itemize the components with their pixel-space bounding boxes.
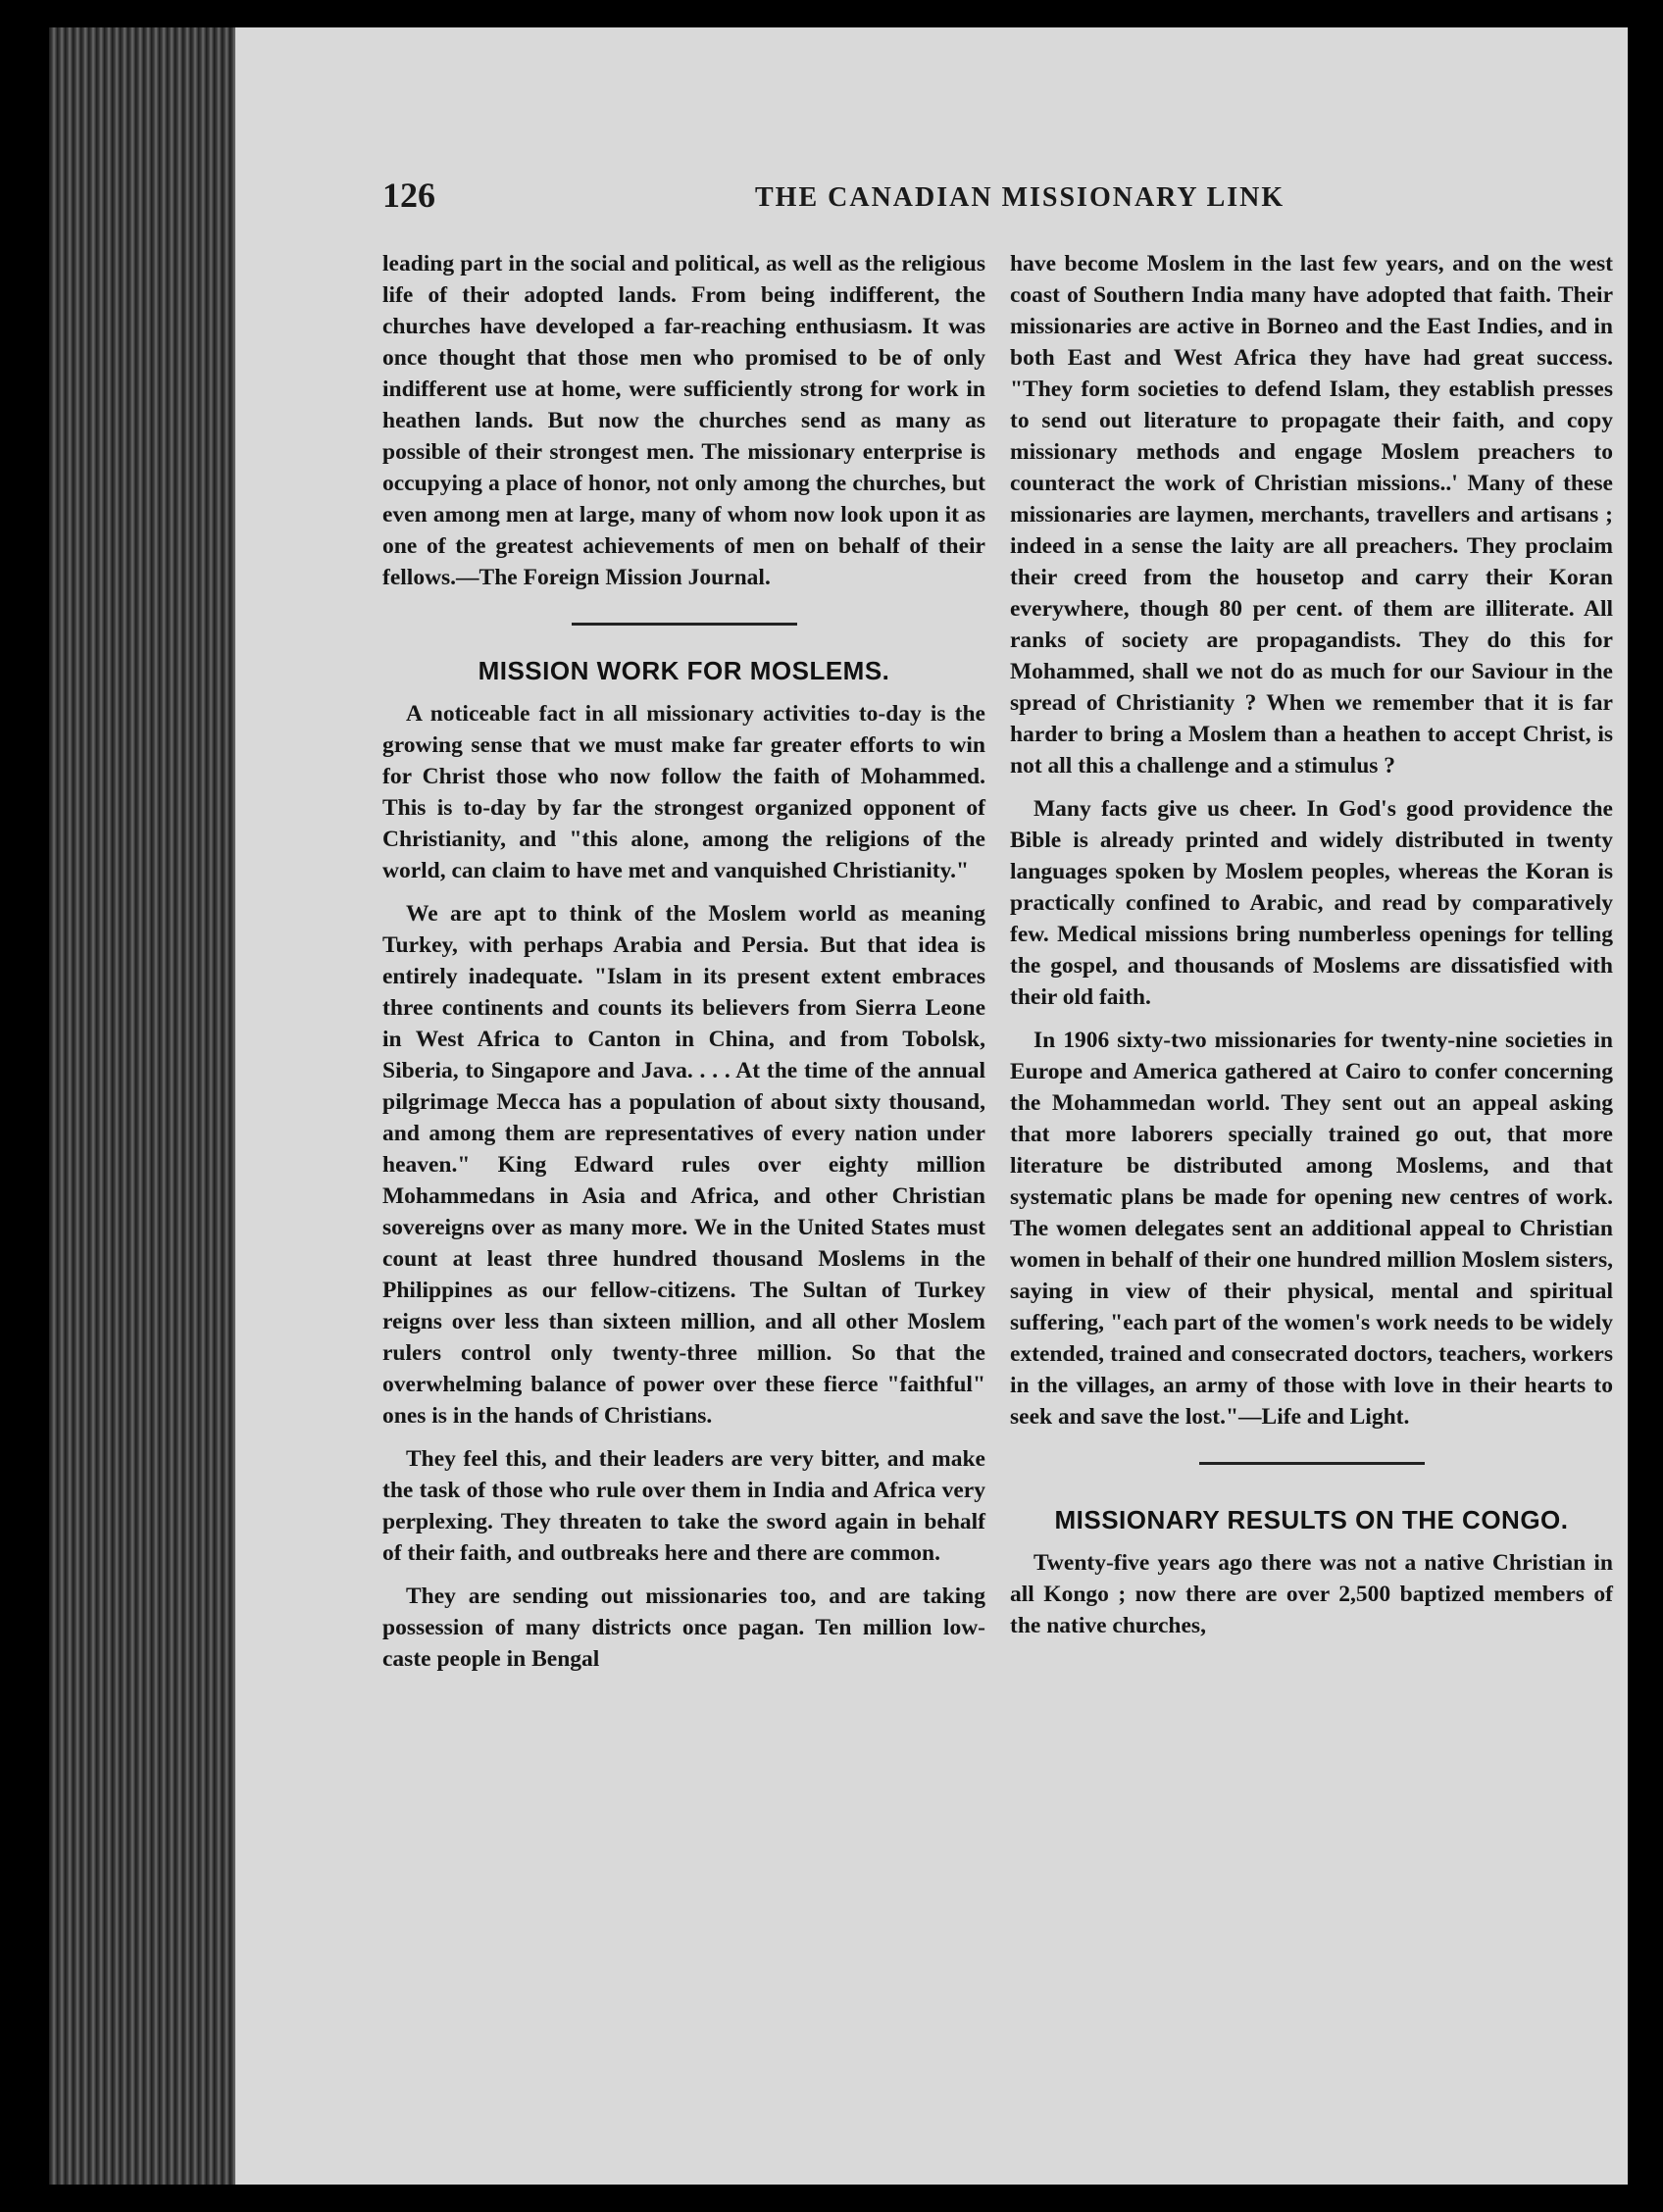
paragraph: leading part in the social and political, as well as the religious life of their adopted lands. From being indifferent, the churches have developed a far-reaching enthusiasm. It was once thought that those men who promised to be of only indifferent use at home, were sufficiently strong for work in heathen lands. But now the churches send as many as possible of their strongest men. The missionary enterprise is occupying a place of honor, not only among the churches, but even among men at large, many of whom now look upon it as one of the greatest achievements of men on behalf of their fellows.—The Foreign Mission Journal. <box>382 251 985 590</box>
section-heading: MISSIONARY RESULTS ON THE CONGO. <box>1054 1505 1569 1534</box>
section-heading: MISSION WORK FOR MOSLEMS. <box>478 656 890 685</box>
book-page-edges <box>49 27 235 2185</box>
paragraph: have become Moslem in the last few years, and on the west coast of Southern India many have adopted that faith. Their missionaries are active in Borneo and the East Indies, and in both East and West Africa they have had great success. "They form societies to defend Islam, they establish presses to send out literature to propagate their faith, and copy missionary methods and engage Moslem preachers to counteract the work of Christian missions..' Many of these missionaries are laymen, merchants, travellers and artisans ; indeed in a sense the laity are all preachers. They proclaim their creed from the housetop and carry their Koran everywhere, though 80 per cent. of them are illiterate. All ranks of society are propagandists. They do this for Mohammed, shall we not do as much for our Saviour in the spread of Christianity ? When we remember that it is far harder to bring a Moslem than a heathen to accept Christ, is not all this a challenge and a stimulus ? <box>1010 251 1613 779</box>
paragraph: Twenty-five years ago there was not a native Christian in all Kongo ; now there are over 2,500 baptized members of the native churches, <box>1010 1550 1613 1638</box>
paragraph: A noticeable fact in all missionary activities to-day is the growing sense that we must make far greater efforts to win for Christ those who now follow the faith of Mohammed. This is to-day by far the strongest organized opponent of Christianity, and "this alone, among the religions of the world, can claim to have met and vanquished Christianity." <box>382 701 985 883</box>
section-divider <box>1199 1462 1425 1465</box>
paragraph: We are apt to think of the Moslem world as meaning Turkey, with perhaps Arabia and Persia. But that idea is entirely inadequate. "Islam in its present extent embraces three continents and counts its believers from Sierra Leone in West Africa to Canton in China, and from Tobolsk, Siberia, to Singapore and Java. . . . At the time of the annual pilgrimage Mecca has a population of about sixty thousand, and among them are representatives of every nation under heaven." King Edward rules over eighty million Mohammedans in Asia and Africa, and other Christian sovereigns over as many more. We in the United States must count at least three hundred thousand Moslems in the Philippines as our fellow-citizens. The Sultan of Turkey reigns over less than sixteen million, and all other Moslem rulers control only twenty-three million. So that the overwhelming balance of power over these fierce "faithful" ones is in the hands of Christians. <box>382 901 985 1429</box>
left-column <box>382 248 985 1675</box>
page-number: 126 <box>382 176 435 215</box>
paragraph: In 1906 sixty-two missionaries for twenty-nine societies in Europe and America gathered at Cairo to confer concerning the Mohammedan world. They sent out an appeal asking that more laborers specially trained go out, that more literature be distributed among Moslems, and that systematic plans be made for opening new centres of work. The women delegates sent an additional appeal to Christian women in behalf of their one hundred million Moslem sisters, saying in view of their physical, mental and spiritual suffering, "each part of the women's work needs to be widely extended, trained and consecrated doctors, teachers, workers in the villages, an army of those with love in their hearts to seek and save the lost."—Life and Light. <box>1010 1028 1613 1430</box>
right-column <box>1010 248 1613 1641</box>
page-header <box>382 175 1510 224</box>
paragraph: They are sending out missionaries too, and are taking possession of many districts once pagan. Ten million low-caste people in Bengal <box>382 1584 985 1672</box>
paragraph: They feel this, and their leaders are very bitter, and make the task of those who rule over them in India and Africa very perplexing. They threaten to take the sword again in behalf of their faith, and outbreaks here and there are common. <box>382 1446 985 1566</box>
running-head: THE CANADIAN MISSIONARY LINK <box>755 182 1285 213</box>
paragraph: Many facts give us cheer. In God's good providence the Bible is already printed and widely distributed in twenty languages spoken by Moslem peoples, whereas the Koran is practically confined to Arabic, and read by comparatively few. Medical missions bring numberless openings for telling the gospel, and thousands of Moslems are dissatisfied with their old faith. <box>1010 796 1613 1010</box>
scanned-page <box>49 27 1628 2185</box>
section-divider <box>572 623 797 626</box>
